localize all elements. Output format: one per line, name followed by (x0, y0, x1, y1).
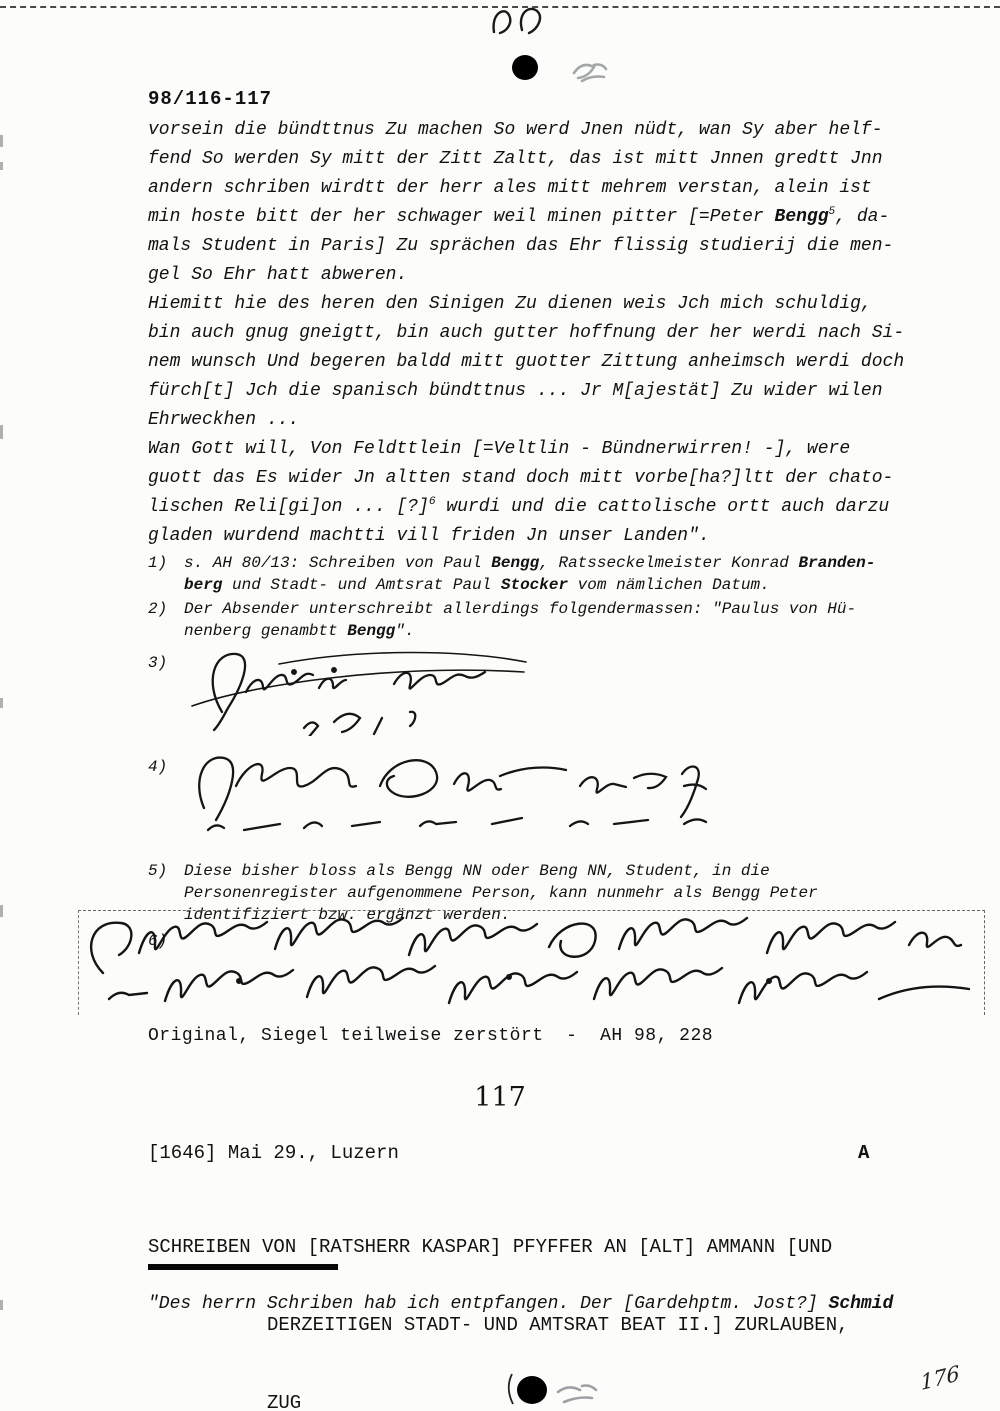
text-line: Personenregister aufgenommene Person, kann nunmehr als Bengg Peter (184, 884, 818, 902)
text-line: gladen wurdend machtti vill friden Jn unser Landen". (148, 526, 710, 546)
scan-artifact (0, 905, 3, 917)
text-line: Ehrweckhen ... (148, 410, 300, 430)
scan-artifact (0, 135, 3, 147)
text-line: bin auch gnug gneigtt, bin auch gutter hoffnung der her werdi nach Si- (148, 323, 905, 343)
text-line: Wan Gott will, Von Feldttlein [=Veltlin - Bündnerwirren! -], were (148, 439, 851, 459)
text-line: min hoste bitt der her schwager weil minen pitter [=Peter Bengg$^5$, da- (148, 206, 890, 227)
ink-smudge-svg (566, 55, 612, 87)
text-line: nem wunsch Und begeren baldd mitt guotter Zittung anheimsch werdi doch (148, 352, 905, 372)
date-line: [1646] Mai 29., Luzern (148, 1142, 399, 1164)
text-line: guott das Es wider Jn altten stand doch mitt vorbe[ha?]ltt der chato- (148, 468, 894, 488)
text-line: Der Absender unterschreibt allerdings folgendermassen: "Paulus von Hü- (184, 600, 857, 618)
footnote-3 (148, 652, 960, 748)
text-line: nenberg genambtt Bengg". (184, 622, 415, 640)
bottom-ink-mark-svg (502, 1370, 612, 1410)
scan-artifact (0, 425, 3, 439)
footnote-text (184, 552, 960, 596)
provenance-line: Original, Siegel teilweise zerstört - AH 98, 228 (148, 1026, 714, 1046)
text-line: vorsein die bündttnus Zu machen So werd Jnen nüdt, wan Sy aber helf- (148, 120, 883, 140)
title-line-1: SCHREIBEN VON [RATSHERR KASPAR] PFYFFER AN [ALT] AMMANN [UND (148, 1236, 833, 1258)
footnote-6-handwriting (78, 910, 985, 1015)
footnote-number: 5) (148, 862, 168, 880)
scan-artifact (0, 698, 3, 708)
signature-4-svg (184, 746, 754, 840)
text-line: s. AH 80/13: Schreiben von Paul Bengg, Ratsseckelmeister Konrad Branden- (184, 554, 876, 572)
footnote-1 (148, 552, 960, 596)
text-line: gel So Ehr hatt abweren. (148, 265, 408, 285)
text-line: identifiziert bzw. ergänzt werden. (184, 906, 511, 924)
footnote-number: 6) (148, 932, 168, 950)
signature-3-handwriting (184, 642, 960, 736)
text-line: mals Student in Paris] Zu sprächen das Ehr flissig studierij die men- (148, 236, 894, 256)
corner-letter: A (858, 1142, 870, 1164)
body-text (148, 116, 948, 551)
footnote-number: 2) (148, 600, 168, 618)
text-line: Hiemitt hie des heren den Sinigen Zu dienen weis Jch mich schuldig, (148, 294, 872, 314)
footnote-2 (148, 598, 960, 642)
ink-smudge (566, 55, 612, 87)
text-line: fend So werden Sy mitt der Zitt Zaltt, das ist mitt Jnnen gredtt Jnn (148, 149, 883, 169)
document-number: 117 (474, 1082, 526, 1113)
signature-4-handwriting (184, 746, 960, 840)
footnote-6-svg (79, 911, 984, 1015)
text-line: andern schriben wirdtt der herr ales mitt mehrem verstan, alein ist (148, 178, 872, 198)
scan-artifact (0, 162, 3, 170)
text-line: fürch[t] Jch die spanisch bündttnus ... Jr M[ajestät] Zu wider wilen (148, 381, 883, 401)
text-line: Diese bisher bloss als Bengg NN oder Beng NN, Student, in die (184, 862, 770, 880)
scan-artifact (0, 1300, 3, 1310)
title-line-3: ZUG (267, 1392, 302, 1411)
ink-dot (512, 55, 538, 80)
signature-3-svg (184, 642, 534, 736)
title-line-2: DERZEITIGEN STADT- UND AMTSRAT BEAT II.] ZURLAUBEN, (267, 1314, 849, 1336)
footnote-number: 4) (148, 758, 168, 776)
footnotes (148, 552, 960, 952)
footnote-text (184, 598, 960, 642)
footnote-4 (148, 756, 960, 852)
handwriting-top-mark (486, 0, 550, 42)
handwritten-page-number: 176 (919, 1360, 961, 1396)
title-rule (148, 1264, 338, 1270)
page-header: 98/116-117 (148, 88, 273, 110)
footnote-number: 1) (148, 554, 168, 572)
text-line: lischen Reli[gi]on ... [?]$^6$ wurdi und die cattolische ortt auch darzu (148, 496, 890, 517)
text-line: berg und Stadt- und Amtsrat Paul Stocker vom nämlichen Datum. (184, 576, 770, 594)
handwriting-top-mark-svg (486, 0, 550, 42)
footnote-number: 3) (148, 654, 168, 672)
quote-line: "Des herrn Schriben hab ich entpfangen. Der [Gardehptm. Jost?] Schmid (148, 1294, 894, 1314)
bottom-ink-mark (502, 1370, 612, 1410)
